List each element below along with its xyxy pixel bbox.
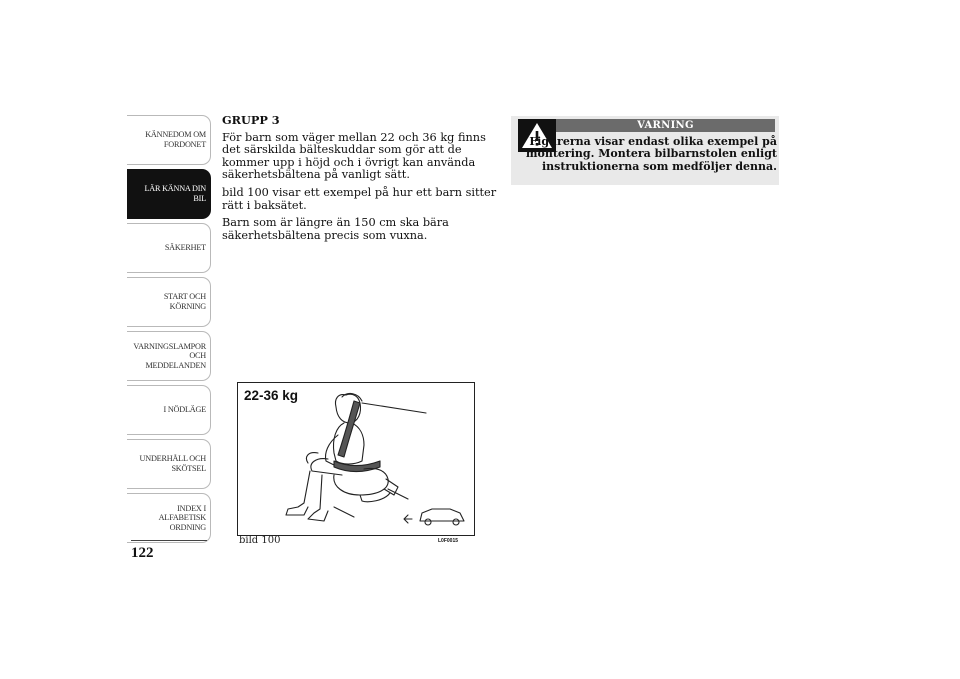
paragraph: bild 100 visar ett exempel på hur ett barn sitter rätt i baksätet. (222, 185, 497, 212)
paragraph: Barn som är längre än 150 cm ska bära säkerhetsbältena precis som vuxna. (222, 216, 449, 242)
tab-index-i-alfabetisk-ordning[interactable]: INDEX I ALFABETISK ORDNING (127, 493, 211, 543)
page-number-rule (131, 540, 207, 541)
warning-title: VARNING (556, 119, 775, 132)
tab-kannedom-om-fordonet[interactable]: KÄNNEDOM OM FORDONET (127, 115, 211, 165)
child-booster-figure (237, 382, 475, 536)
figure-caption: bild 100 (239, 535, 281, 546)
tab-underhall-och-skotsel[interactable]: UNDERHÅLL OCH SKÖTSEL (127, 439, 211, 489)
tab-varningslampor-och-meddelanden[interactable]: VARNINGSLAMPOR OCH MEDDELANDEN (127, 331, 211, 381)
figure-code: L0F0015 (438, 538, 459, 544)
warning-text: Figurerna visar endast olika exempel på montering. Montera bilbarnstolen enligt instruktionerna som medföljer denna. (525, 135, 777, 173)
body-text (222, 114, 497, 247)
tab-lar-kanna-din-bil[interactable]: LÄR KÄNNA DIN BIL (127, 169, 211, 219)
paragraph: För barn som väger mellan 22 och 36 kg finns det särskilda bälteskuddar som gör att de kommer upp i höjd och i övrigt kan använda säkerhetsbältena på vanligt sätt. (222, 130, 486, 182)
tab-start-och-korning[interactable]: START OCH KÖRNING (127, 277, 211, 327)
warning-box (511, 116, 779, 185)
section-heading: GRUPP 3 (222, 113, 280, 127)
figure-weight-label: 22-36 kg (244, 388, 299, 403)
page-number: 122 (131, 545, 154, 561)
tab-i-nodlage[interactable]: I NÖDLÄGE (127, 385, 211, 435)
child-on-booster-illustration (238, 383, 474, 535)
tab-sakerhet[interactable]: SÄKERHET (127, 223, 211, 273)
